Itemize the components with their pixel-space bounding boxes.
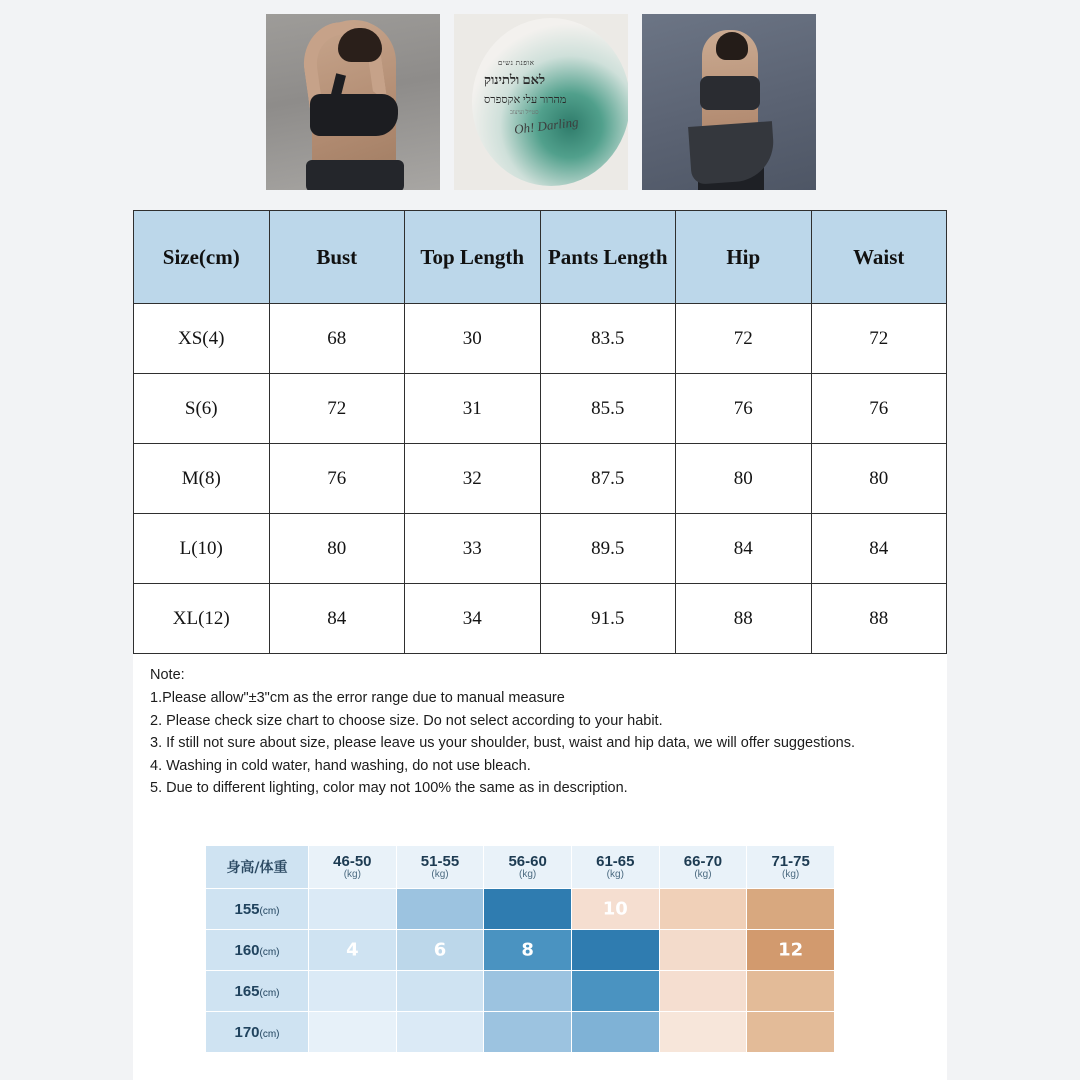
hw-cell[interactable]	[484, 930, 572, 971]
height-unit: (cm)	[259, 905, 280, 917]
size-note-block	[133, 654, 947, 816]
weight-column-header	[309, 846, 397, 889]
height-row-header	[206, 1012, 309, 1053]
size-cell: 84	[811, 514, 947, 584]
photo-shape-bra	[310, 94, 398, 136]
size-cell: 31	[405, 374, 541, 444]
hw-cell[interactable]	[659, 930, 747, 971]
height-unit: (cm)	[259, 987, 280, 999]
table-row	[206, 971, 835, 1012]
size-cell: 91.5	[540, 584, 676, 654]
weight-column-header	[484, 846, 572, 889]
size-cell: 76	[269, 444, 405, 514]
photo-shape-pants	[306, 160, 404, 190]
size-cell: 72	[811, 304, 947, 374]
size-cell: 83.5	[540, 304, 676, 374]
size-cell: 76	[811, 374, 947, 444]
product-photo-strip	[266, 14, 816, 190]
table-row	[134, 374, 947, 444]
hw-cell[interactable]	[659, 889, 747, 930]
size-cell: 88	[811, 584, 947, 654]
note-line: 5. Due to different lighting, color may not 100% the same as in description.	[150, 780, 628, 797]
height-weight-chart	[205, 845, 835, 1053]
hw-cell[interactable]	[571, 889, 659, 930]
weight-unit: (kg)	[782, 868, 800, 880]
hw-cell[interactable]	[747, 930, 835, 971]
height-row-header	[206, 971, 309, 1012]
size-label-12: 12	[778, 939, 804, 961]
height-value: 160	[234, 941, 260, 959]
size-cell: 80	[811, 444, 947, 514]
hw-cell[interactable]	[747, 971, 835, 1012]
size-label-8: 8	[521, 939, 534, 961]
brand-logo-photo[interactable]	[454, 14, 628, 190]
height-weight-header-row	[206, 846, 835, 889]
note-title: Note:	[150, 667, 185, 683]
weight-column-header	[659, 846, 747, 889]
size-cell: 32	[405, 444, 541, 514]
size-chart-card	[133, 210, 947, 816]
size-cell: 89.5	[540, 514, 676, 584]
height-value: 155	[234, 900, 260, 918]
table-row	[134, 514, 947, 584]
hw-cell[interactable]	[484, 971, 572, 1012]
hw-cell[interactable]	[484, 1012, 572, 1053]
size-cell: 72	[269, 374, 405, 444]
size-cell: 33	[405, 514, 541, 584]
size-chart-header-cell: Hip	[676, 211, 812, 304]
weight-range: 66-70	[683, 852, 723, 870]
size-cell: XL(12)	[134, 584, 270, 654]
note-line: 1.Please allow"±3"cm as the error range due to manual measure	[150, 690, 565, 707]
weight-column-header	[396, 846, 484, 889]
size-cell: 72	[676, 304, 812, 374]
height-row-header	[206, 930, 309, 971]
size-cell: 87.5	[540, 444, 676, 514]
size-cell: L(10)	[134, 514, 270, 584]
table-row	[206, 930, 835, 971]
note-line: 4. Washing in cold water, hand washing, do not use bleach.	[150, 757, 531, 774]
height-row-header	[206, 889, 309, 930]
size-cell: 76	[676, 374, 812, 444]
table-row	[206, 889, 835, 930]
table-row	[134, 304, 947, 374]
size-cell: 85.5	[540, 374, 676, 444]
table-row	[134, 584, 947, 654]
weight-unit: (kg)	[519, 868, 537, 880]
hw-cell[interactable]	[309, 971, 397, 1012]
hw-cell[interactable]	[396, 1012, 484, 1053]
size-label-4: 4	[346, 939, 359, 961]
hw-cell[interactable]	[659, 971, 747, 1012]
size-chart-header-cell: Bust	[269, 211, 405, 304]
size-cell: 88	[676, 584, 812, 654]
size-cell: 80	[676, 444, 812, 514]
weight-unit: (kg)	[343, 868, 361, 880]
note-line: 2. Please check size chart to choose size. Do not select according to your habit.	[150, 712, 663, 729]
logo-hebrew-line2: מהרור עלי אקספרס	[484, 94, 567, 106]
hw-cell[interactable]	[484, 889, 572, 930]
weight-range: 61-65	[596, 852, 635, 870]
weight-range: 51-55	[420, 852, 460, 870]
weight-range: 71-75	[771, 852, 810, 870]
hw-cell[interactable]	[396, 889, 484, 930]
weight-column-header	[571, 846, 659, 889]
size-chart-header-row	[134, 211, 947, 304]
weight-range: 46-50	[333, 852, 372, 870]
hw-cell[interactable]	[309, 930, 397, 971]
height-value: 165	[234, 982, 260, 1000]
size-chart-table	[133, 210, 947, 654]
hw-cell[interactable]	[659, 1012, 747, 1053]
hw-cell[interactable]	[309, 1012, 397, 1053]
logo-hebrew-line1: לאם ולתינוק	[484, 72, 546, 87]
photo-shape-hair	[338, 28, 382, 62]
height-unit: (cm)	[259, 1028, 280, 1040]
size-cell: XS(4)	[134, 304, 270, 374]
weight-column-header	[747, 846, 835, 889]
weight-unit: (kg)	[431, 868, 449, 880]
table-row	[206, 1012, 835, 1053]
size-cell: 84	[269, 584, 405, 654]
size-chart-header-cell: Pants Length	[540, 211, 676, 304]
hw-cell[interactable]	[571, 1012, 659, 1053]
height-weight-corner-label: 身高/体重	[206, 846, 309, 889]
hw-cell[interactable]	[396, 930, 484, 971]
height-weight-card	[133, 800, 947, 1080]
note-line: 3. If still not sure about size, please leave us your shoulder, bust, waist and hip data, we will offer suggestions.	[150, 735, 855, 752]
hw-cell[interactable]	[747, 889, 835, 930]
product-photo-model-fullbody[interactable]	[642, 14, 816, 190]
hw-cell[interactable]	[571, 930, 659, 971]
size-label-10: 10	[602, 898, 628, 920]
hw-cell[interactable]	[309, 889, 397, 930]
weight-unit: (kg)	[694, 868, 712, 880]
size-cell: 34	[405, 584, 541, 654]
size-label-6: 6	[433, 939, 447, 961]
size-cell: 80	[269, 514, 405, 584]
size-chart-header-cell: Size(cm)	[134, 211, 270, 304]
size-chart-header-cell: Top Length	[405, 211, 541, 304]
product-photo-model-bra[interactable]	[266, 14, 440, 190]
weight-range: 56-60	[508, 852, 547, 870]
hw-cell[interactable]	[571, 971, 659, 1012]
photo-shape-hair	[716, 32, 748, 60]
hw-cell[interactable]	[747, 1012, 835, 1053]
size-cell: M(8)	[134, 444, 270, 514]
height-unit: (cm)	[259, 946, 280, 958]
size-cell: 68	[269, 304, 405, 374]
table-row	[134, 444, 947, 514]
size-cell: 84	[676, 514, 812, 584]
hw-cell[interactable]	[396, 971, 484, 1012]
height-value: 170	[234, 1023, 260, 1041]
size-cell: S(6)	[134, 374, 270, 444]
weight-unit: (kg)	[606, 868, 624, 880]
size-chart-header-cell: Waist	[811, 211, 947, 304]
size-cell: 30	[405, 304, 541, 374]
logo-hebrew-small: אופנת נשים	[498, 59, 535, 67]
logo-signature: Oh! Darling	[513, 114, 580, 137]
photo-shape-bra	[700, 76, 760, 110]
logo-hebrew-sub: סטייל ועיצוב	[510, 110, 539, 116]
